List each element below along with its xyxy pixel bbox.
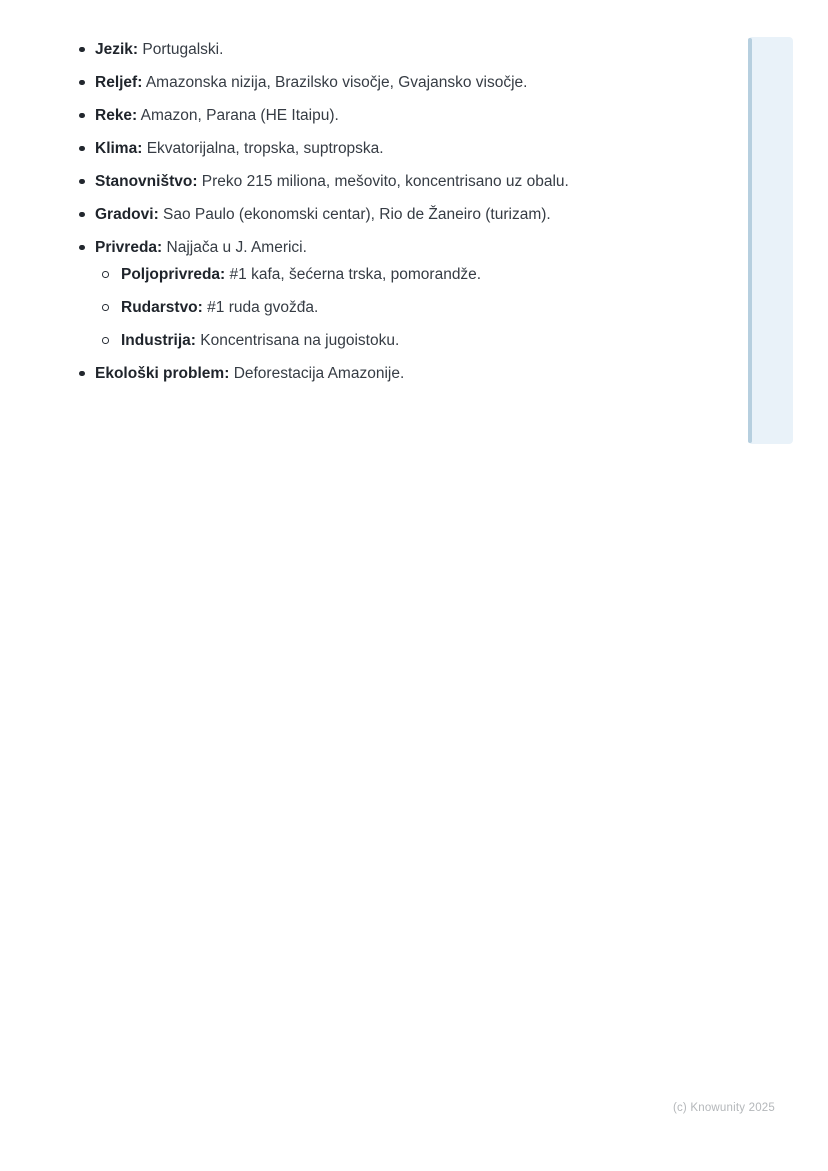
list-item: [78, 138, 738, 159]
sub-list-item: [101, 330, 738, 351]
right-highlight-strip: [748, 37, 793, 444]
item-label: Reke:: [95, 107, 138, 124]
list-item: [78, 72, 738, 93]
bullet-icon: [79, 113, 85, 119]
item-label: Privreda:: [95, 239, 163, 256]
item-text: Amazonska nizija, Brazilsko visočje, Gvajansko visočje.: [145, 74, 528, 91]
item-text: #1 ruda gvožđa.: [207, 299, 319, 316]
circle-bullet-icon: [102, 304, 109, 311]
item-text: Ekvatorijalna, tropska, suptropska.: [146, 140, 384, 157]
item-text: Deforestacija Amazonije.: [233, 365, 405, 382]
item-text: Portugalski.: [142, 41, 224, 58]
bullet-icon: [79, 212, 85, 218]
item-text: Najjača u J. Americi.: [166, 239, 307, 256]
copyright-footer: (c) Knowunity 2025: [672, 1102, 775, 1114]
item-text: #1 kafa, šećerna trska, pomorandže.: [229, 266, 482, 283]
item-label: Poljoprivreda:: [121, 266, 226, 283]
item-label: Stanovništvo:: [95, 173, 198, 190]
list-item: [78, 105, 738, 126]
notes-list: [78, 39, 738, 396]
sub-list-item: [101, 264, 738, 285]
circle-bullet-icon: [102, 337, 109, 344]
item-text: Amazon, Parana (HE Itaipu).: [140, 107, 339, 124]
item-text: Sao Paulo (ekonomski centar), Rio de Žaneiro (turizam).: [163, 206, 551, 223]
bullet-icon: [79, 179, 85, 185]
bullet-icon: [79, 47, 85, 53]
item-label: Reljef:: [95, 74, 143, 91]
item-text: Preko 215 miliona, mešovito, koncentrisano uz obalu.: [201, 173, 569, 190]
item-label: Industrija:: [121, 332, 196, 349]
item-label: Rudarstvo:: [121, 299, 203, 316]
item-label: Jezik:: [95, 41, 139, 58]
circle-bullet-icon: [102, 271, 109, 278]
bullet-icon: [79, 245, 85, 251]
bullet-icon: [79, 146, 85, 152]
list-item: [78, 39, 738, 60]
sub-list: [101, 264, 738, 351]
item-label: Gradovi:: [95, 206, 159, 223]
item-label: Ekološki problem:: [95, 365, 230, 382]
list-item: [78, 171, 738, 192]
list-item: [78, 204, 738, 225]
list-item: [78, 363, 738, 384]
item-text: Koncentrisana na jugoistoku.: [200, 332, 400, 349]
bullet-icon: [79, 80, 85, 86]
sub-list-item: [101, 297, 738, 318]
highlight-strip-edge: [748, 38, 752, 443]
bullet-icon: [79, 371, 85, 377]
item-label: Klima:: [95, 140, 143, 157]
list-item: [78, 237, 738, 351]
